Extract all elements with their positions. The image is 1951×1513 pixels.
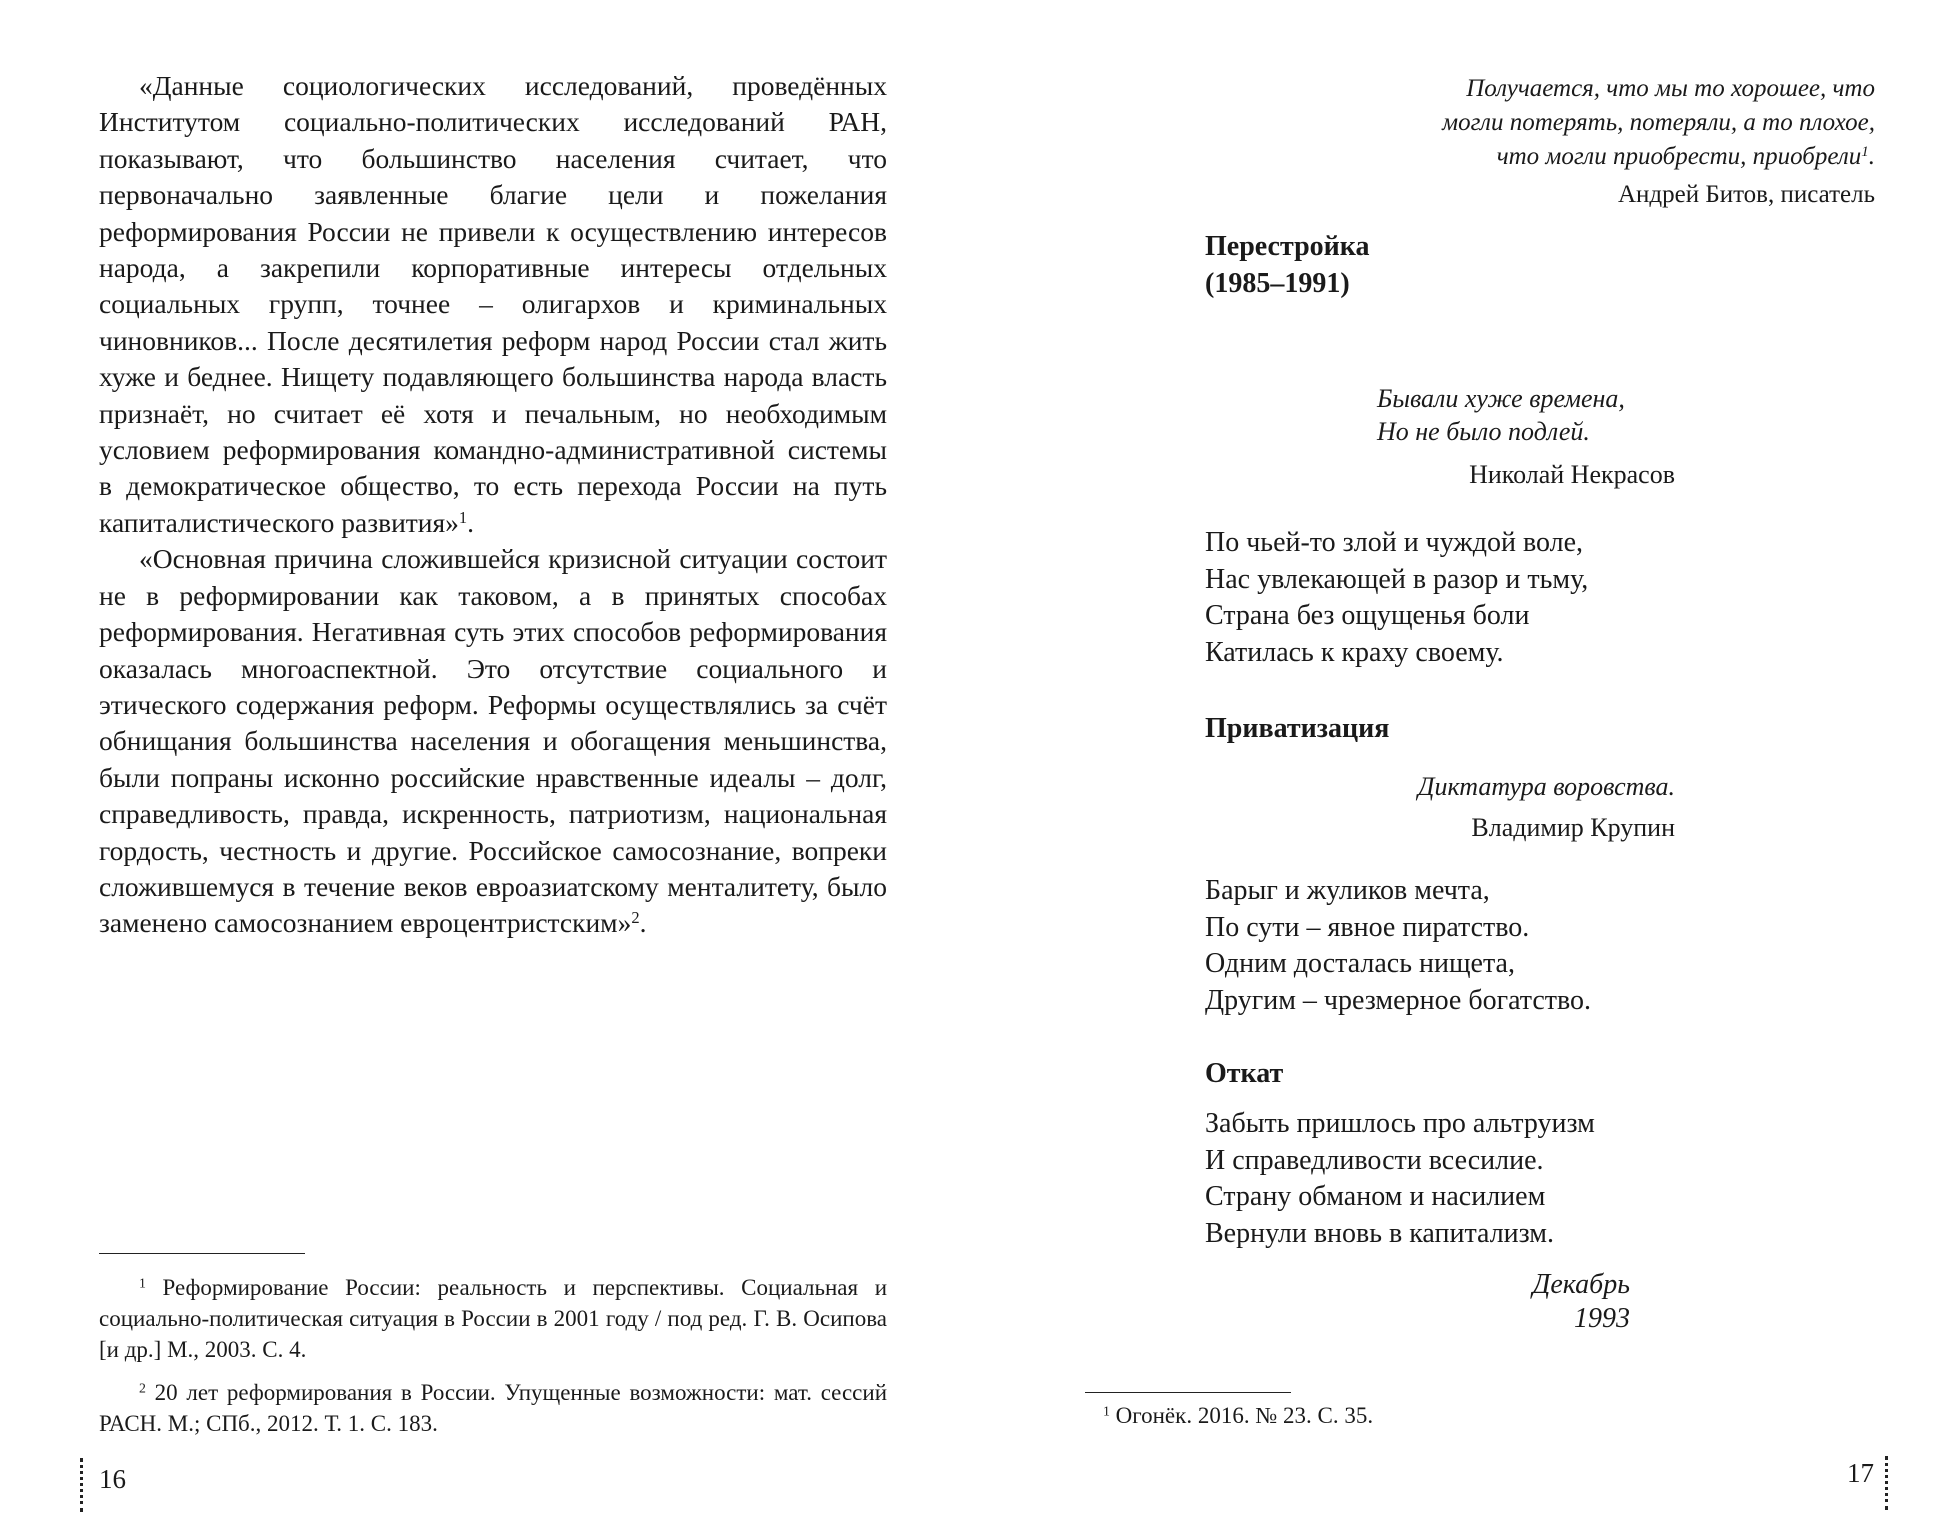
footnote-ref[interactable]: 1 bbox=[458, 507, 468, 527]
poem-line: Страна без ощущенья боли bbox=[1205, 600, 1530, 631]
top-epigraph bbox=[1295, 72, 1875, 212]
footnote: $^2$ 20 лет реформирования в России. Упущенные возможности: мат. сессий РАСН. М.; СПб., 2012. Т. 1. С. 183. bbox=[99, 1380, 888, 1436]
poem-line: Катилась к краху своему. bbox=[1205, 636, 1504, 668]
footnote: $^1$ Огонёк. 2016. № 23. С. 35. bbox=[1103, 1403, 1374, 1428]
epigraph-author: Андрей Битов, писатель bbox=[1617, 181, 1875, 208]
left-footnotes bbox=[99, 1272, 887, 1451]
left-page bbox=[0, 0, 975, 1513]
poem-line: Нас увлекающей в разор и тьму, bbox=[1205, 563, 1589, 595]
section-epigraph bbox=[1295, 382, 1675, 491]
epigraph-author: Владимир Крупин bbox=[1471, 813, 1675, 842]
epigraph-line: Диктатура воровства. bbox=[1417, 772, 1675, 801]
poem-line: Барыг и жуликов мечта, bbox=[1205, 875, 1490, 906]
footnote-divider bbox=[1085, 1392, 1291, 1393]
section-heading: Перестройка (1985–1991) bbox=[1205, 231, 1370, 299]
left-body-text bbox=[99, 68, 887, 942]
page-edge-dots bbox=[80, 1458, 83, 1512]
section-epigraph bbox=[1295, 770, 1675, 844]
body-paragraph: «Данные социологических исследований, проведённых Институтом социально-политических исследований РАН, показывают, что большинство населения считает, что первоначально заявленные благие цели и пожелания реформирования России не привели к осуществлению интересов народа, а закрепили корпоративные интересы отдельных социальных групп, точнее – олигархов и криминальных чиновников... После десятилетия реформ народ России стал жить хуже и беднее. Нищету подавляющего большинства народа власть признаёт, но считает её хотя и печальным, но необходимым условием реформирования командно-административной системы в демократическое общество, то есть перехода России на путь капиталистического развития»$^1$. bbox=[99, 70, 887, 538]
epigraph-line: могли потерять, потеряли, а то плохое, bbox=[1442, 109, 1875, 136]
section-heading: Откат bbox=[1205, 1058, 1284, 1089]
right-footnotes bbox=[1085, 1400, 1685, 1443]
footnote-divider bbox=[99, 1253, 305, 1254]
poem-line: Забыть пришлось про альтруизм bbox=[1205, 1108, 1595, 1139]
poem bbox=[1205, 873, 1591, 1019]
poem-line: Другим – чрезмерное богатство. bbox=[1205, 984, 1592, 1016]
epigraph-line: что могли приобрести, приобрели$^1$. bbox=[1496, 143, 1875, 170]
epigraph-author: Николай Некрасов bbox=[1469, 460, 1675, 489]
footnote-mark: 2 bbox=[139, 1380, 146, 1396]
poem-line: Страну обманом и насилием bbox=[1205, 1181, 1546, 1212]
page-number: 17 bbox=[1847, 1458, 1874, 1488]
poem bbox=[1205, 1106, 1595, 1252]
footnote-mark: 1 bbox=[139, 1275, 146, 1291]
page-edge-dots bbox=[1885, 1456, 1888, 1510]
footnote-mark: 1 bbox=[1103, 1403, 1110, 1419]
epigraph-line: Получается, что мы то хорошее, что bbox=[1466, 75, 1875, 102]
poem bbox=[1205, 525, 1588, 671]
poem-line: По сути – явное пиратство. bbox=[1205, 911, 1530, 943]
right-page bbox=[975, 0, 1951, 1513]
body-paragraph: «Основная причина сложившейся кризисной ситуации состоит не в реформировании как таковом, а в принятых способах реформирования. Негативная суть этих способов реформирования оказалась многоаспектной. Это отсутствие социального и этического содержания реформ. Реформы осуществлялись за счёт обнищания большинства населения и обогащения меньшинства, были попраны исконно российские нравственные идеалы – долг, справедливость, правда, искренность, патриотизм, национальная гордость, честность и другие. Российское самосознание, вопреки сложившемуся в течение веков евроазиатскому менталитету, было заменено самосознанием евроцентристским»$^2$. bbox=[99, 543, 887, 939]
footnote-ref[interactable]: 1 bbox=[1861, 143, 1869, 160]
section-heading: Приватизация bbox=[1205, 713, 1390, 744]
poem-date: Декабрь 1993 bbox=[1532, 1269, 1630, 1334]
epigraph-line: Но не было подлей. bbox=[1377, 417, 1590, 446]
epigraph-line: Бывали хуже времена, bbox=[1377, 384, 1625, 413]
poem-line: Вернули вновь в капитализм. bbox=[1205, 1217, 1555, 1249]
poem-line: По чьей-то злой и чуждой воле, bbox=[1205, 527, 1584, 558]
poem-line: Одним досталась нищета, bbox=[1205, 948, 1515, 979]
poem-line: И справедливости всесилие. bbox=[1205, 1144, 1544, 1176]
page-number: 16 bbox=[99, 1464, 126, 1494]
footnote: $^1$ Реформирование России: реальность и перспективы. Социальная и социально-политическая ситуация в России в 2001 году / под ред. Г. В. Осипова [и др.] М., 2003. С. 4. bbox=[99, 1275, 887, 1362]
footnote-ref[interactable]: 2 bbox=[631, 908, 640, 928]
